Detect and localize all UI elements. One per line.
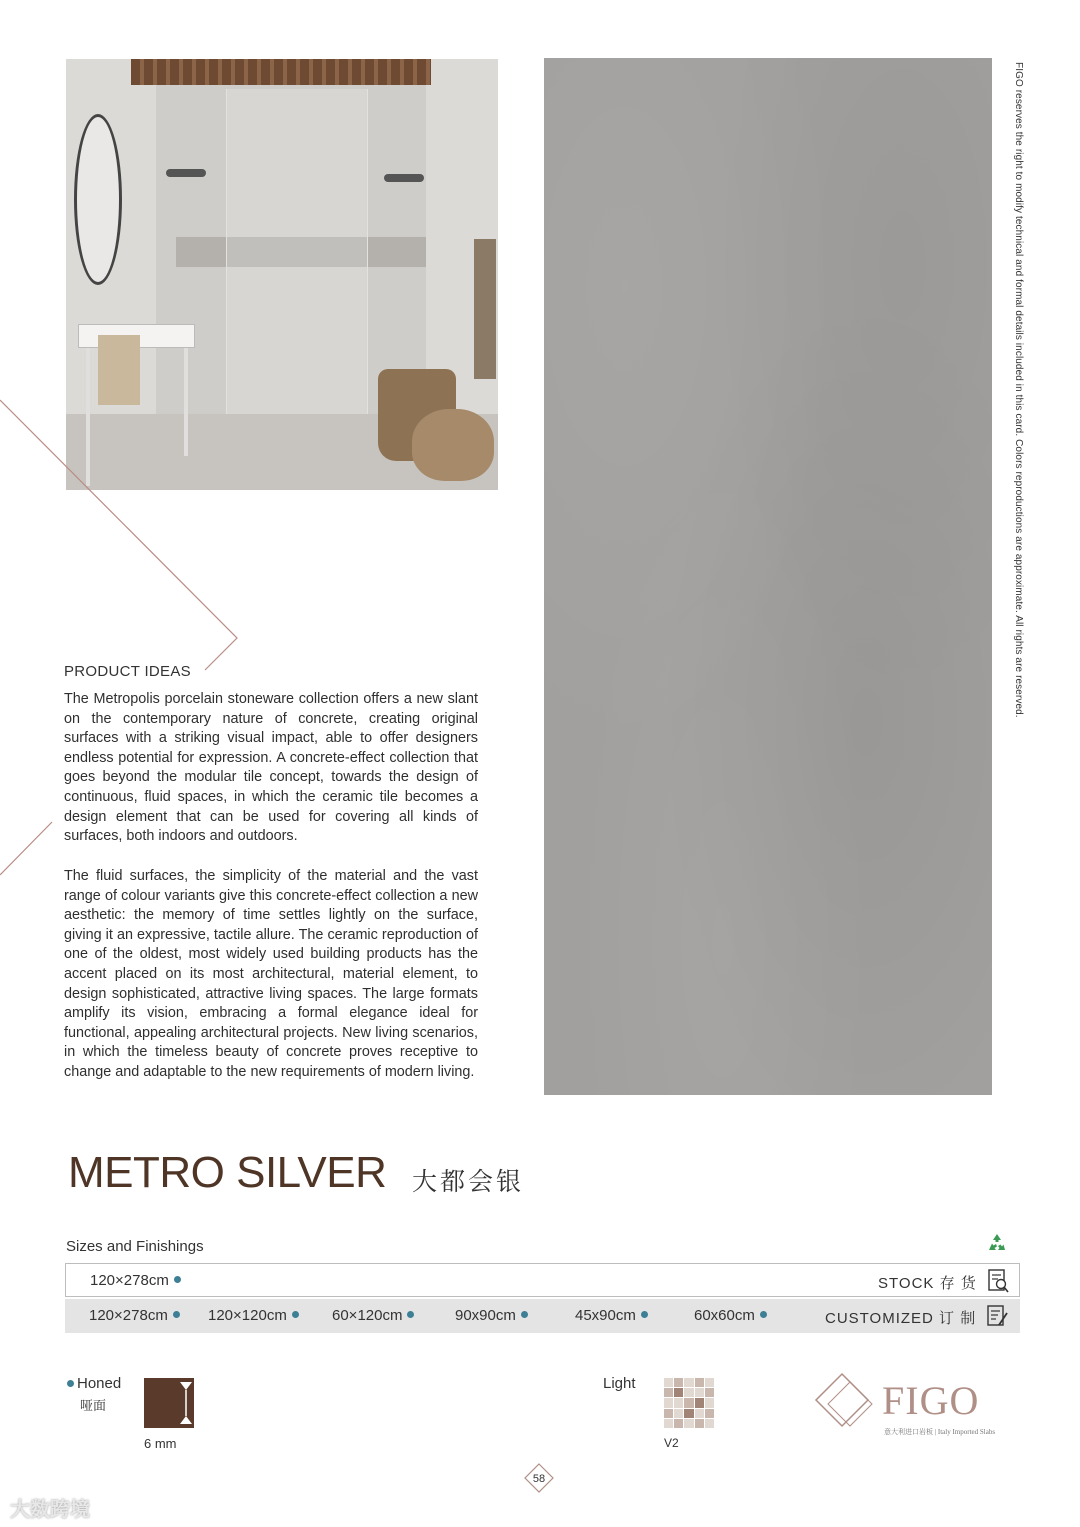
recycle-icon [985,1231,1009,1255]
size-option: 120×120cm [208,1307,299,1324]
stock-tag: STOCK 存 货 [878,1275,977,1292]
sizes-heading: Sizes and Finishings [66,1238,204,1255]
thickness-icon [144,1378,194,1428]
variation-code: V2 [664,1436,679,1450]
tile-slab-swatch [544,58,992,1095]
size-option: 60×120cm [332,1307,414,1324]
finish-dot [67,1380,74,1387]
product-name-cn: 大都会银 [412,1168,525,1196]
logo-tagline: 意大利进口岩板 | Italy Imported Slabs [884,1428,996,1436]
finish-dot [407,1311,414,1318]
customized-tag: CUSTOMIZED 订 制 [825,1310,977,1327]
finish-dot [292,1311,299,1318]
stock-sizes-row [65,1263,1020,1297]
product-ideas-heading: PRODUCT IDEAS [64,663,191,680]
photo-wood-ceiling [131,59,431,85]
product-ideas-paragraph: The Metropolis porcelain stoneware collection offers a new slant on the contemporary nature of concrete, creating original surfaces with a striking visual impact, able to offer designers endless potential for expression. A concrete-effect collection that goes beyond the modular tile concept, towards the design of continuous, fluid spaces, in which the ceramic tile becomes a design element that can be used for covering all kinds of surfaces, both indoors and outdoors. [64,691,478,845]
custom-order-icon [985,1303,1009,1329]
finish-dot [641,1311,648,1318]
finish-dot [521,1311,528,1318]
figo-logo [812,1370,1022,1440]
logo-text: FIGO [882,1378,980,1423]
size-option: 90x90cm [455,1307,528,1324]
disclaimer-text: FIGO reserves the right to modify technical and formal details included in this card. Colors reproductions are approximate. All rights are reserved. [1013,62,1024,718]
size-option: 120×278cm [90,1272,181,1289]
photo-shower-head [166,169,206,177]
finish-dot [760,1311,767,1318]
product-name: METRO SILVER [68,1148,387,1197]
photo-basket [412,409,494,481]
photo-glass-panel [226,89,368,419]
variation-icon [664,1378,714,1428]
finish-dot [173,1311,180,1318]
size-option: 60x60cm [694,1307,767,1324]
product-ideas-paragraph: The fluid surfaces, the simplicity of the material and the vast range of colour variants give this concrete-effect collection a new aesthetic: the memory of time settles lightly on the surface, giving it an expressive, tactile allure. The ceramic reproduction of one of the oldest, most widely used building products has the accent placed on its most architectural, material element, to design sophisticated, attractive living spaces. The large formats amplify its vision, embracing a formal elegance ideal for functional, appealing architectural projects. New living scenarios, in which the timeless beauty of concrete proves receptive to change and adaptable to the new requirements of modern living. [64,868,478,1080]
stock-check-icon [986,1268,1010,1294]
page-number-badge [523,1462,555,1494]
photo-shower-head [384,174,424,182]
variation-label: Light [603,1375,636,1392]
photo-mirror [74,114,122,285]
size-option: 45x90cm [575,1307,648,1324]
thickness-value: 6 mm [144,1436,177,1451]
photo-towel [474,239,496,379]
watermark: 大数跨境 [10,1499,90,1521]
page-number: 58 [532,1473,546,1485]
finish-label: Honed [67,1375,121,1392]
customized-sizes-row [65,1299,1020,1333]
finish-dot [174,1276,181,1283]
finish-label-cn: 哑面 [80,1398,107,1413]
size-option: 120×278cm [89,1307,180,1324]
